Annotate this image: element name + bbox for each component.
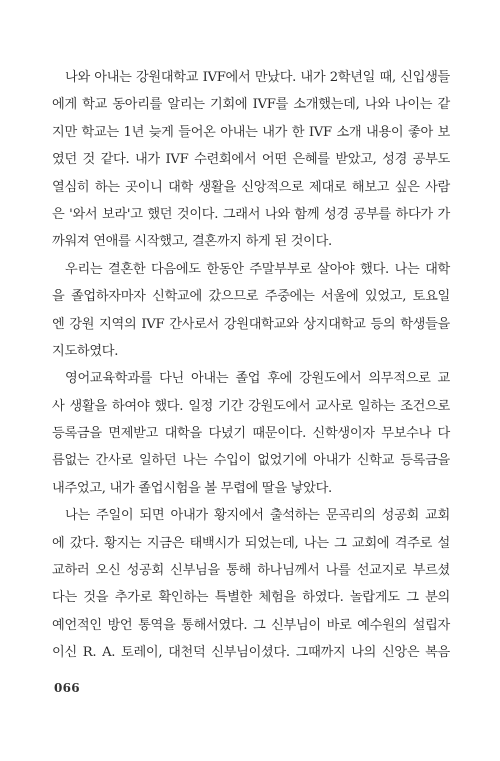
text-line: 사 생활을 하여야 했다. 일정 기간 강원도에서 교사로 일하는 조건으로 <box>52 398 450 414</box>
text-line: 다는 것을 추가로 확인하는 특별한 체험을 하였다. 놀랍게도 그 분의 <box>52 590 450 606</box>
page-number: 066 <box>54 681 80 695</box>
text-line: 을 졸업하자마자 신학교에 갔으므로 주중에는 서울에 있었고, 토요일 <box>52 289 450 305</box>
paragraph <box>52 365 450 502</box>
body-text <box>52 64 450 667</box>
text-line: 은 '와서 보라'고 했던 것이다. 그래서 나와 함께 성경 공부를 하다가 가 <box>52 206 450 222</box>
text-line: 교하러 오신 성공회 신부님을 통해 하나님께서 나를 선교지로 부르셨 <box>52 563 450 579</box>
paragraph <box>52 502 450 666</box>
text-line: 예언적인 방언 통역을 통해서였다. 그 신부님이 바로 예수원의 설립자 <box>52 617 450 633</box>
text-line: 이신 R. A. 토레이, 대천덕 신부님이셨다. 그때까지 나의 신앙은 복음 <box>52 645 450 661</box>
text-line: 지도하였다. <box>52 343 119 359</box>
paragraph <box>52 64 450 256</box>
text-line: 까워져 연애를 시작했고, 결혼까지 하게 된 것이다. <box>52 234 332 250</box>
text-line: 름없는 간사로 일하던 나는 수입이 없었기에 아내가 신학교 등록금을 <box>52 453 450 469</box>
paragraph <box>52 256 450 366</box>
text-line: 에게 학교 동아리를 알리는 기회에 IVF를 소개했는데, 나와 나이는 같 <box>52 97 450 113</box>
text-line: 등록금을 면제받고 대학을 다녔기 때문이다. 신학생이자 무보수나 다 <box>52 426 450 442</box>
text-line: 엔 강원 지역의 IVF 간사로서 강원대학교와 상지대학교 등의 학생들을 <box>52 316 450 332</box>
text-line: 나는 주일이 되면 아내가 황지에서 출석하는 문곡리의 성공회 교회 <box>65 508 450 524</box>
text-line: 에 갔다. 황지는 지금은 태백시가 되었는데, 나는 그 교회에 격주로 설 <box>52 535 450 551</box>
text-line: 지만 학교는 1년 늦게 들어온 아내는 내가 한 IVF 소개 내용이 좋아 보 <box>52 124 450 140</box>
text-line: 열심히 하는 곳이니 대학 생활을 신앙적으로 제대로 해보고 싶은 사람 <box>52 179 450 195</box>
text-line: 내주었고, 내가 졸업시험을 볼 무렵에 딸을 낳았다. <box>52 480 332 496</box>
text-line: 영어교육학과를 다닌 아내는 졸업 후에 강원도에서 의무적으로 교 <box>65 371 450 387</box>
text-line: 였던 것 같다. 내가 IVF 수련회에서 어떤 은혜를 받았고, 성경 공부도 <box>52 152 450 168</box>
text-line: 우리는 결혼한 다음에도 한동안 주말부부로 살아야 했다. 나는 대학 <box>65 261 450 277</box>
text-line: 나와 아내는 강원대학교 IVF에서 만났다. 내가 2학년일 때, 신입생들 <box>65 70 450 85</box>
